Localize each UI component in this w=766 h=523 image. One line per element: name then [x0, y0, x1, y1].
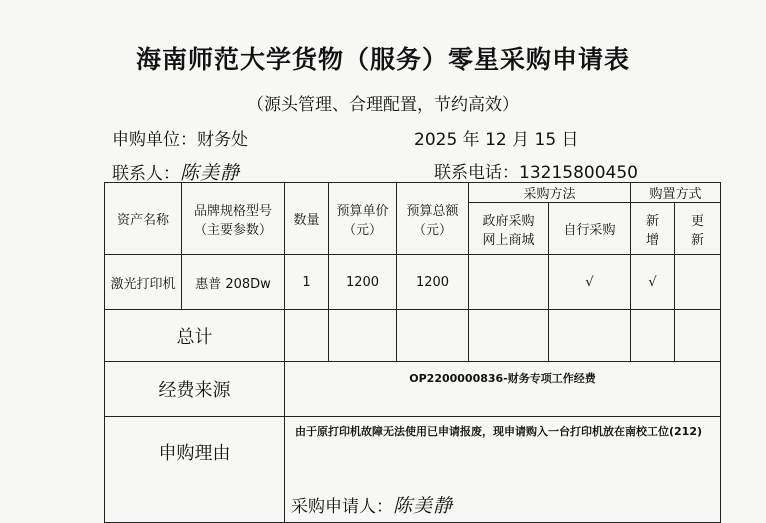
form-subtitle: （源头管理、合理配置，节约高效）	[247, 95, 519, 115]
total-quantity	[285, 310, 329, 362]
contact-person	[112, 158, 240, 185]
contact-label: 联系人：	[112, 164, 180, 184]
header-total-price-sub: （元）	[412, 222, 452, 238]
reason-text: 由于原打印机故障无法使用已申请报废，现申请购入一台打印机放在南校工位(212)	[295, 425, 703, 438]
total-purchase-new	[631, 310, 675, 362]
cell-purchase-renew	[675, 255, 721, 310]
funding-value: OP2200000836-财务专项工作经费	[285, 362, 721, 417]
header-method-gov	[469, 203, 549, 255]
header-purchase-renew-1: 更	[691, 213, 705, 229]
header-brand-spec-label: 品牌规格型号	[193, 203, 272, 219]
header-purchase-method: 采购方法	[469, 183, 631, 203]
header-quantity: 数量	[285, 183, 329, 255]
total-total-price	[397, 310, 469, 362]
form-title: 海南师范大学货物（服务）零星采购申请表	[135, 45, 630, 74]
total-row	[105, 310, 721, 362]
total-purchase-renew	[675, 310, 721, 362]
total-unit-price	[329, 310, 397, 362]
header-method-self: 自行采购	[549, 203, 631, 255]
total-method-self	[549, 310, 631, 362]
reason-cell	[285, 417, 721, 523]
header-purchase-renew	[675, 203, 721, 255]
cell-brand-spec: 惠普 208Dw	[182, 255, 285, 310]
header-purchase-new-1: 新	[646, 213, 660, 229]
header-method-gov-label: 政府采购	[482, 213, 535, 229]
header-total-price	[397, 183, 469, 255]
funding-label: 经费来源	[105, 362, 285, 417]
header-brand-spec-sub: （主要参数）	[193, 222, 272, 238]
header-asset-name: 资产名称	[105, 183, 182, 255]
header-total-price-label: 预算总额	[406, 203, 459, 219]
application-date: 2025 年 12 月 15 日	[414, 130, 579, 150]
total-method-gov	[469, 310, 549, 362]
header-purchase-new-2: 增	[646, 232, 660, 248]
purchasing-unit: 申购单位：财务处	[112, 130, 248, 150]
contact-signature: 陈美静	[180, 162, 241, 184]
cell-asset-name: 激光打印机	[105, 255, 182, 310]
header-unit-price-label: 预算单价	[336, 203, 389, 219]
header-purchase-renew-2: 新	[691, 232, 705, 248]
reason-row	[105, 417, 721, 523]
cell-purchase-new: √	[631, 255, 675, 310]
reason-label: 申购理由	[105, 417, 285, 523]
funding-row	[105, 362, 721, 417]
header-brand-spec	[182, 183, 285, 255]
header-unit-price-sub: （元）	[342, 222, 382, 238]
purchase-form-table	[104, 182, 721, 523]
contact-phone: 联系电话：13215800450	[434, 163, 638, 183]
cell-total-price: 1200	[397, 255, 469, 310]
cell-quantity: 1	[285, 255, 329, 310]
applicant-label: 采购申请人：	[291, 497, 393, 517]
total-label: 总计	[105, 310, 285, 362]
applicant	[291, 491, 453, 518]
cell-method-gov	[469, 255, 549, 310]
applicant-signature: 陈美静	[393, 495, 454, 517]
table-row	[105, 255, 721, 310]
cell-unit-price: 1200	[329, 255, 397, 310]
header-purchase-new	[631, 203, 675, 255]
header-method-gov-sub: 网上商城	[482, 232, 535, 248]
header-purchase-type: 购置方式	[631, 183, 721, 203]
cell-method-self: √	[549, 255, 631, 310]
header-unit-price	[329, 183, 397, 255]
